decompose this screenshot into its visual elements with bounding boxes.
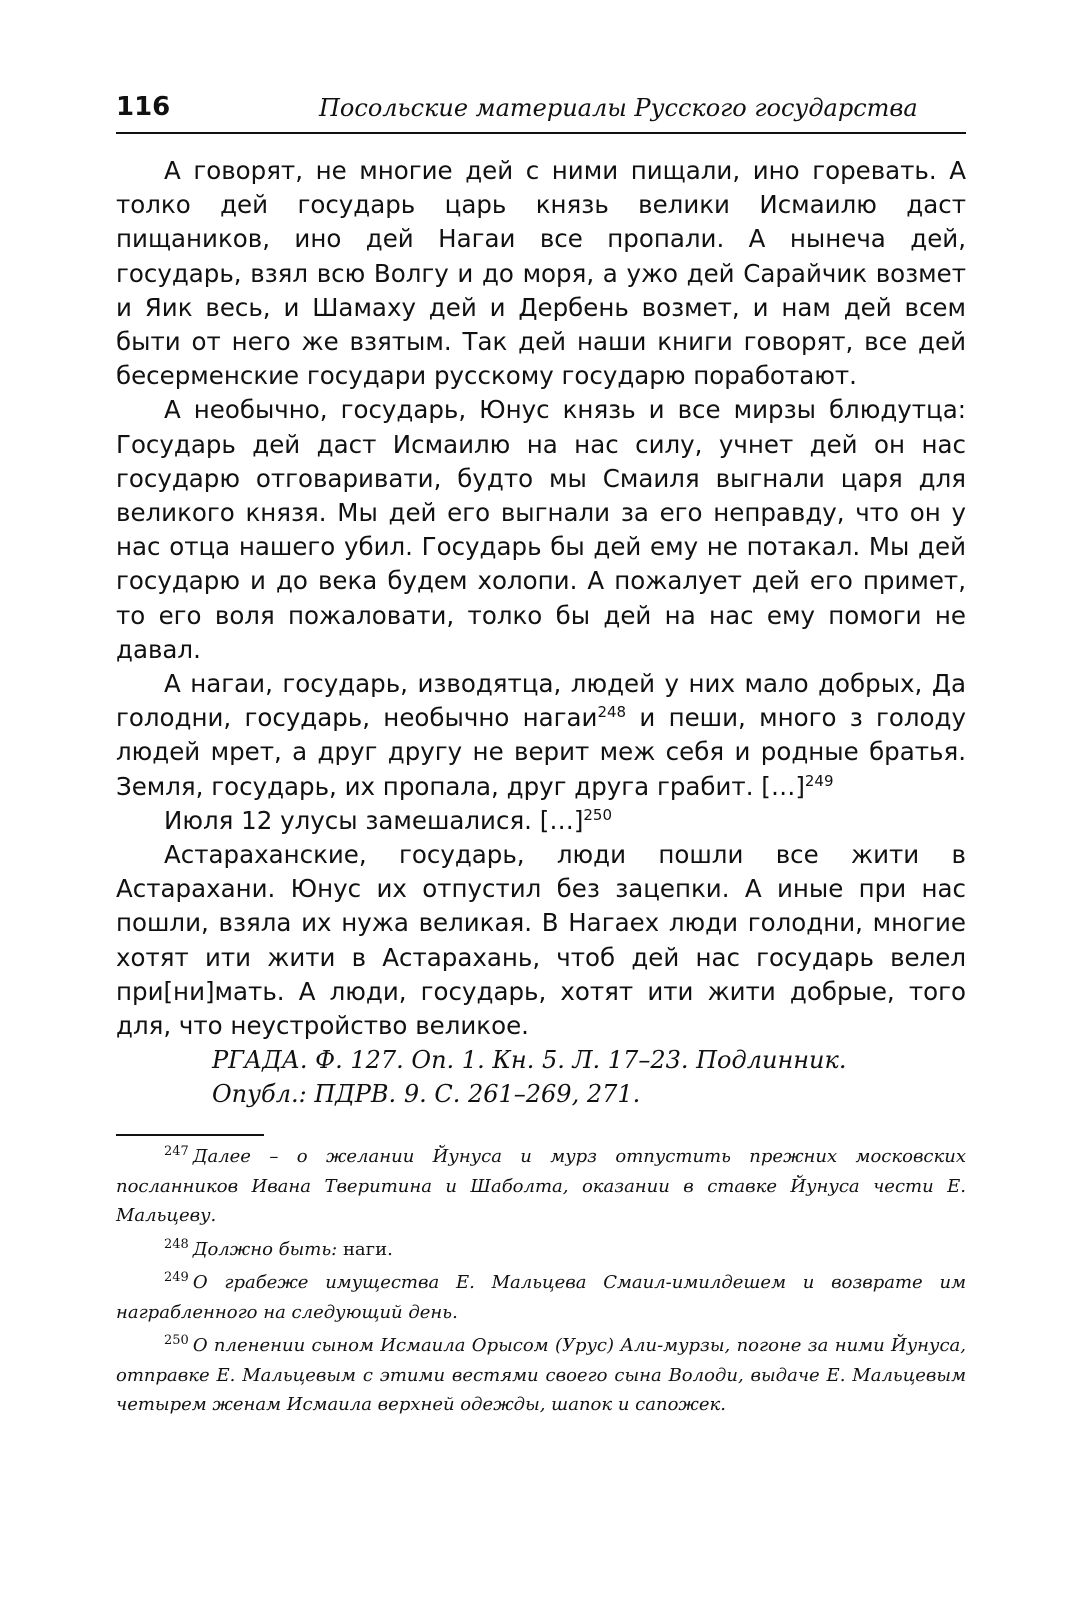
main-text (116, 154, 966, 1112)
footnote-ref: 248 (597, 703, 627, 722)
footnote-text: наги. (342, 1238, 393, 1260)
page-number: 116 (116, 92, 171, 122)
footnote-number: 248 (164, 1236, 189, 1252)
footnote-divider (116, 1134, 264, 1136)
footnote-text: О пленении сыном Исмаила Орысом (Урус) Али-мурзы, погоне за ними Йунуса, отправке Е. Мальцевым с этими вестями своего сына Володи, выдаче Е. Мальцевым четырем женам Исмаила верхней одежды, шапок и сапожек. (116, 1335, 966, 1415)
archive-reference: РГАДА. Ф. 127. Оп. 1. Кн. 5. Л. 17–23. Подлинник. (212, 1046, 847, 1075)
footnote-number: 247 (164, 1144, 189, 1159)
footnote (116, 1142, 966, 1231)
page-header (116, 92, 966, 134)
footnote-number: 249 (164, 1270, 189, 1285)
paragraph (116, 667, 966, 804)
publication-reference: Опубл.: ПДРВ. 9. С. 261–269, 271. (212, 1080, 641, 1109)
footnote-number: 250 (164, 1333, 189, 1348)
footnotes (116, 1142, 966, 1424)
paragraph: А говорят, не многие дей с ними пищали, ино горевать. А толко дей государь царь князь велики Исмаилю даст пищаников, ино дей Нагаи все пропали. А нынеча дей, государь, взял всю Волгу и до моря, а ужо дей Сарайчик возмет и Яик весь, и Шамаху дей и Дербень возмет, и нам дей всем быти от него же взятым. Так дей наши книги говорят, все дей бесерменские государи русскому государю поработают. (116, 156, 966, 391)
paragraph: А необычно, государь, Юнус князь и все мирзы блюдутца: Государь дей даст Исмаилю на нас силу, учнет дей он нас государю отговаривати, будто мы Смаиля выгнали царя для великого князя. Мы дей его выгнали за его неправду, что он у нас отца нашего убил. Государь бы дей ему не потакал. Мы дей государю и до века будем холопи. А пожалует дей его примет, то его воля пожаловати, толко бы дей на нас ему помоги не давал. (116, 395, 966, 664)
footnote-ref: 249 (804, 771, 834, 790)
footnote-ref: 250 (583, 805, 613, 824)
running-title: Посольские материалы Русского государства (319, 94, 918, 122)
footnote (116, 1235, 966, 1265)
footnote-text: Далее – о желании Йунуса и мурз отпустить прежних московских посланников Ивана Тверитина и Шаболта, оказании в ставке Йунуса чести Е. Мальцеву. (116, 1146, 966, 1226)
paragraph-text: и пеши, много з голоду людей мрет, а друг другу не верит меж себя и родные братья. Земля, государь, их пропала, друг друга грабит. […] (116, 703, 966, 801)
paragraph-text: Июля 12 улусы замешалися. […] (164, 805, 584, 835)
footnote-text: О грабеже имущества Е. Мальцева Смаил-имилдешем и возврате им награбленного на следующий день. (116, 1272, 966, 1323)
footnote-text: Должно быть: (192, 1238, 343, 1260)
paragraph-text: А нагаи, государь, изводятца, людей у них мало добрых, Да голодни, государь, необычно нагаи (116, 669, 966, 733)
footnote (116, 1268, 966, 1327)
footnote (116, 1331, 966, 1420)
paragraph (116, 804, 966, 838)
paragraph: Астараханские, государь, люди пошли все жити в Астарахани. Юнус их отпустил без зацепки. А иные при нас пошли, взяла их нужа великая. В Нагаех люди голодни, многие хотят ити жити в Астарахань, чтоб дей нас государь велел при[ни]мать. А люди, государь, хотят ити жити добрые, того для, что неустройство великое. (116, 840, 966, 1041)
